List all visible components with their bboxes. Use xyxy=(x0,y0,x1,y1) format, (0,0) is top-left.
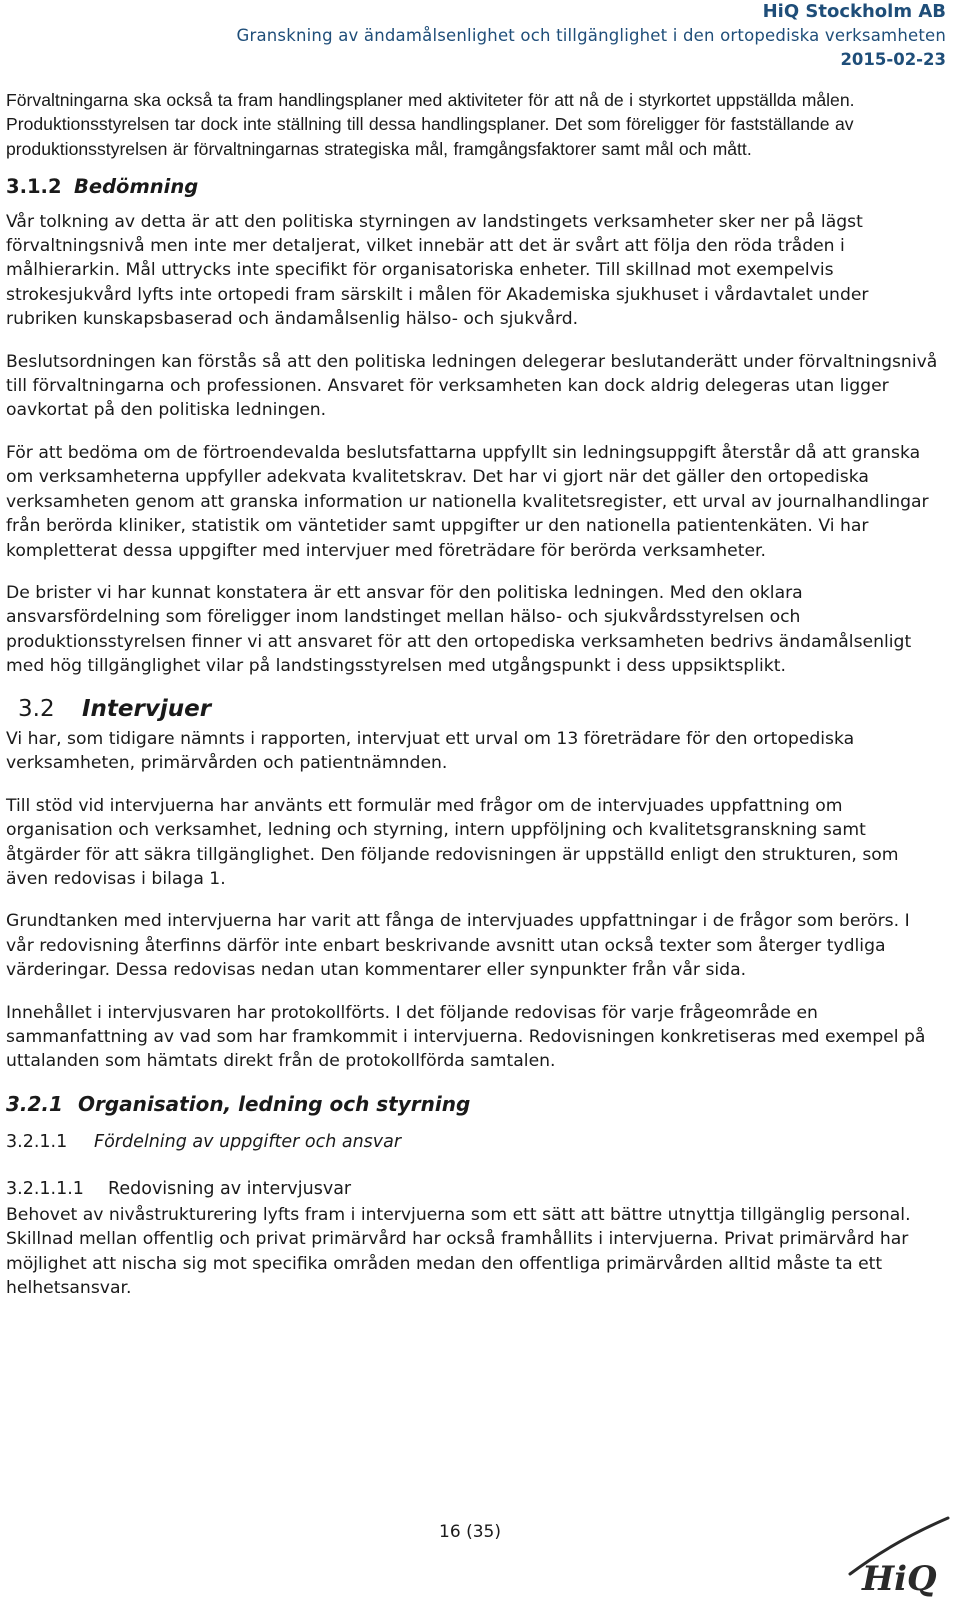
page-number: 16 (35) xyxy=(439,1522,501,1542)
page-header xyxy=(236,0,946,72)
paragraph: Till stöd vid intervjuerna har använts ett formulär med frågor om de intervjuades uppfattning om organisation och verksamhet, ledning och styrning, intern uppföljning och kvalitetsgranskning samt åtgärder för att säkra tillgänglighet. Den följande redovisningen är uppställd enligt den strukturen, som även redovisas i bilaga 1. xyxy=(6,795,899,889)
document-subtitle: Granskning av ändamålsenlighet och tillgänglighet i den ortopediska verksamheten xyxy=(236,26,946,45)
section-title: Intervjuer xyxy=(82,695,212,722)
paragraph: Behovet av nivåstrukturering lyfts fram i intervjuerna som ett sätt att bättre utnyttja tillgänglig personal. Skillnad mellan offentlig och privat primärvård har också framhållits i intervjuerna. Privat primärvård har möjlighet att nischa sig mot specifika områden medan den offentliga primärvården alltid måste ta ett helhetsansvar. xyxy=(6,1205,911,1299)
paragraph: Vår tolkning av detta är att den politiska styrningen av landstingets verksamheter sker ner på lägst förvaltningsnivå men inte mer detaljerat, vilket innebär att det är svårt att följa den röda tråden i målhierarkin. Mål uttrycks inte specifikt för organisatoriska enheter. Till skillnad mot exempelvis strokesjukvård lyfts inte ortopedi fram särskilt i målen för Akademiska sjukhuset i vårdavtalet under rubriken kunskapsbaserad och ändamålsenlig hälso- och sjukvård. xyxy=(6,211,869,330)
section-title: Bedömning xyxy=(74,175,199,199)
section-number: 3.1.2 xyxy=(6,175,62,199)
intro-paragraph: Förvaltningarna ska också ta fram handlingsplaner med aktiviteter för att nå de i styrkortet uppställda målen. Produktionsstyrelsen tar dock inte ställning till dessa handlingsplaner. Det som föreligger för fastställande av produktionsstyrelsen är förvaltningarnas strategiska mål, framgångsfaktorer samt mål och mått. xyxy=(6,90,855,159)
section-heading-3-2 xyxy=(6,697,942,721)
section-title: Organisation, ledning och styrning xyxy=(78,1091,471,1116)
section-heading-3-2-1-1 xyxy=(6,1130,942,1154)
paragraph: Innehållet i intervjusvaren har protokollförts. I det följande redovisas för varje frågeområde en sammanfattning av vad som har framkommit i intervjuerna. Redovisningen konkretiseras med exempel på uttalanden som hämtats direkt från de protokollförda samtalen. xyxy=(6,1002,926,1072)
logo-text: HiQ xyxy=(862,1559,937,1598)
hiq-logo xyxy=(844,1514,952,1598)
paragraph: Beslutsordningen kan förstås så att den politiska ledningen delegerar beslutanderätt under förvaltningsnivå till förvaltningarna och professionen. Ansvaret för verksamheten kan dock aldrig delegeras utan ligger oavkortat på den politiska ledningen. xyxy=(6,351,938,421)
section-title: Redovisning av intervjusvar xyxy=(108,1178,352,1199)
company-name: HiQ Stockholm AB xyxy=(762,1,946,22)
document-date: 2015-02-23 xyxy=(840,50,946,69)
section-heading-3-2-1 xyxy=(6,1092,942,1116)
paragraph: För att bedöma om de förtroendevalda beslutsfattarna uppfyllt sin ledningsuppgift återstår då att granska om verksamheterna uppfyller adekvata kvalitetskrav. Det har vi gjort när det gäller den ortopediska verksamheten genom att granska information ur nationella kvalitetsregister, ett urval av journalhandlingar från berörda kliniker, statistik om väntetider samt uppgifter ur den nationella patientenkäten. Vi har kompletterat dessa uppgifter med intervjuer med företrädare för berörda verksamheter. xyxy=(6,442,929,561)
section-heading-3-1-2 xyxy=(6,175,942,199)
section-number: 3.2.1.1 xyxy=(6,1132,68,1153)
paragraph: De brister vi har kunnat konstatera är ett ansvar för den politiska ledningen. Med den oklara ansvarsfördelning som föreligger inom landstinget mellan hälso- och sjukvårdsstyrelsen och produktionsstyrelsen finner vi att ansvaret för att den ortopediska verksamheten bedrivs ändamålsenligt med hög tillgänglighet vilar på landstingsstyrelsen med utgångspunkt i dess uppsiktsplikt. xyxy=(6,582,912,677)
document-body xyxy=(6,88,942,1319)
section-number: 3.2.1.1.1 xyxy=(6,1178,84,1199)
section-heading-3-2-1-1-1 xyxy=(6,1177,942,1201)
section-number: 3.2.1 xyxy=(6,1091,63,1116)
paragraph: Vi har, som tidigare nämnts i rapporten, intervjuat ett urval om 13 företrädare för den ortopediska verksamheten, primärvården och patientnämnden. xyxy=(6,728,855,774)
section-number: 3.2 xyxy=(18,695,55,722)
paragraph: Grundtanken med intervjuerna har varit att fånga de intervjuades uppfattningar i de frågor som berörs. I vår redovisning återfinns därför inte enbart beskrivande avsnitt utan också texter som återger tydliga värderingar. Dessa redovisas nedan utan kommentarer eller synpunkter från vår sida. xyxy=(6,911,910,981)
section-title: Fördelning av uppgifter och ansvar xyxy=(94,1132,402,1153)
